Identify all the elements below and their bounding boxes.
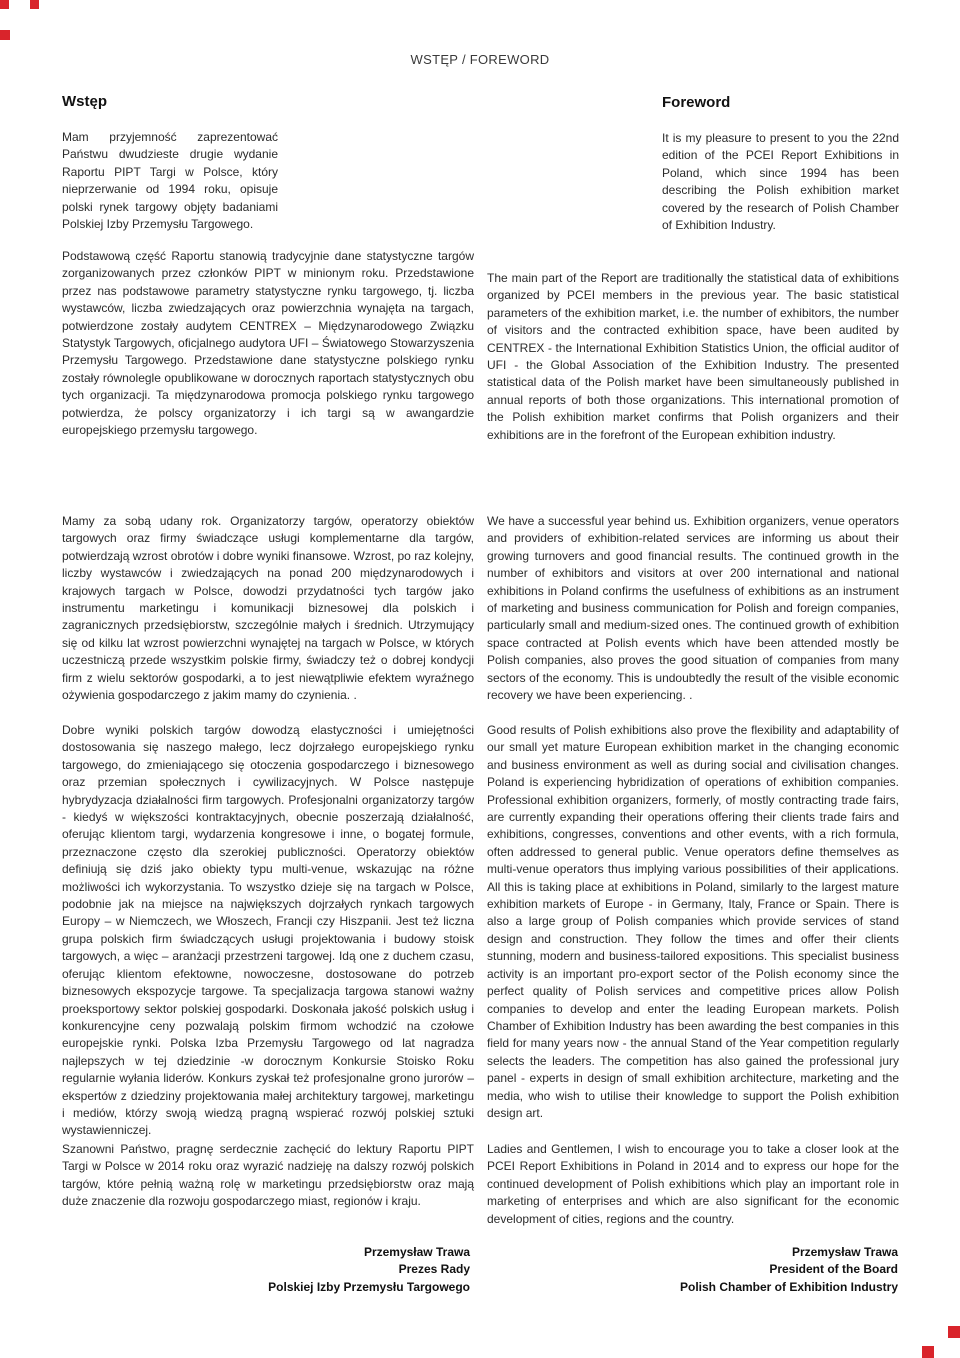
polish-successful-year-paragraph: Mamy za sobą udany rok. Organizatorzy targów, operatorzy obiektów targowych oraz firmy świadczące usługi komplementarne dla targów, potwierdzają wzrost obrotów i dobre wyniki finansowe. Wzrost, po raz kolejny, liczby wystawców i zwiedzających na ponad 200 międzynarodowych i krajowych targach w Polsce, dowodzi przydatności tych targów jako instrumentu marketingu i komunikacji biznesowej dla polskich i zagranicznych przedsiębiorstw, szczególnie małych i średnich. Utrzymujący się od kilku lat wzrost powierzchni wynajętej na targach w Polsce, w których uczestniczą przede wszystkim polskie firmy, świadczy też o dobrej kondycji firm z wielu sektorów gospodarki, a to jest niewątpliwie efektem wyraźnego ożywienia gospodarczego z jakim mamy do czynienia. . <box>62 514 474 703</box>
polish-signature-name: Przemysław Trawa <box>363 1245 470 1259</box>
english-heading: Foreword <box>662 94 731 111</box>
corner-decoration-square <box>922 1346 934 1358</box>
corner-decoration-square <box>0 30 10 40</box>
english-good-results-paragraph: Good results of Polish exhibitions also prove the flexibility and adaptability of our small yet mature European exhibition market in the changing economic and business environment as well as during social and civilisation changes. Poland is experiencing hybridization of operations of exhibition companies. Professional exhibition organizers, formerly, of mostly contracting trade fairs, are currently expanding their operations offering their clients trade fairs and exhibitions, congresses, conventions and other events, with a rich formula, often addressed to general public. Venue operators define themselves as multi-venue operators thus implying various possibilities of their applications. All this is taking place at exhibitions in Poland, similarly to the largest mature exhibition markets of Europe - in Germany, Italy, France or Spain. There is also a large group of Polish companies which provide services of stand design and construction. They follow the times and offer their clients stunning, modern and business-tailored expositions. This specialist business activity is an important pro-export sector of the Polish economy since the perfect quality of Polish services and competitive prices allow Polish companies to develop and enter the leading European markets. Polish Chamber of Exhibition Industry has been awarding the best companies in this field for many years now - the annual Stand of the Year competition regularly selects the leaders. The competition has also gained the professional jury panel - experts in design of small exhibition architecture, marketing and the media, who wish to utilise their knowledge to support the Polish exhibition design art. <box>487 723 899 1120</box>
english-signature-role: President of the Board <box>769 1262 898 1277</box>
english-signature-name: Przemysław Trawa <box>791 1245 898 1259</box>
polish-closing-paragraph: Szanowni Państwo, pragnę serdecznie zachęcić do lektury Raportu PIPT Targi w Polsce w 2014 roku oraz wyrazić nadzieję na dalszy rozwój polskich targów, które pełnią ważną rolę w marketingu przedsiębiorstw oraz mają duże znaczenie dla rozwoju gospodarczego miast, regionów i kraju. <box>62 1142 474 1209</box>
corner-decoration-square <box>30 0 39 9</box>
polish-signature-organization: Polskiej Izby Przemysłu Targowego <box>268 1279 470 1294</box>
english-statistics-paragraph: The main part of the Report are traditionally the statistical data of exhibitions organized by PCEI members in the previous year. The basic statistical parameters of the exhibition market, i.e. the number of exhibitors, the number of visitors and the contracted exhibition space, have been audited by CENTREX - the International Exhibition Statistics Union, the official auditor of UFI - the Global Association of the Exhibition Industry. The presented statistical data of the Polish market have been simultaneously published in annual reports of both those organizations. This international promotion of the Polish exhibition market confirms that Polish organizers and their exhibitions are in the forefront of the European exhibition industry. <box>487 271 899 442</box>
polish-statistics-paragraph: Podstawową część Raportu stanowią tradycyjnie dane statystyczne targów zorganizowanych przez członków PIPT w minionym roku. Przedstawione przez nas podstawowe parametry statystyczne rynku targowego, tj. liczba wystawców, liczba zwiedzających oraz powierzchnia wynajęta na targach, potwierdzone zostały audytem CENTREX – Międzynarodowego Związku Statystyk Targowych, oficjalnego audytora UFI – Światowego Stowarzyszenia Przemysłu Targowego. Przedstawione dane statystyczne polskiego rynku zostały równolegle opublikowane w dorocznych raportach statystycznych obu tych organizacji. Ta międzynarodowa promocja polskiego rynku targowego potwierdza, że polscy organizatorzy i ich targi są w awangardzie europejskiego przemysłu targowego. <box>62 249 474 438</box>
corner-decoration-square <box>948 1326 960 1338</box>
corner-decoration-square <box>0 0 9 9</box>
english-signature-organization: Polish Chamber of Exhibition Industry <box>679 1279 898 1294</box>
polish-signature <box>268 1244 470 1296</box>
polish-heading: Wstęp <box>62 93 107 110</box>
english-closing-paragraph: Ladies and Gentlemen, I wish to encourage you to take a closer look at the PCEI Report Exhibitions in Poland in 2014 and to express our hope for the continued development of Polish exhibitions which play an important role in marketing of enterprises and which are also significant for the economic development of cities, regions and the country. <box>487 1142 899 1226</box>
polish-signature-role: Prezes Rady <box>398 1262 470 1277</box>
polish-good-results-paragraph: Dobre wyniki polskich targów dowodzą elastyczności i umiejętności dostosowania się naszego małego, lecz dojrzałego europejskiego rynku targowego, do zmieniającego się otoczenia gospodarczego i biznesowego oraz przemian społecznych i cywilizacyjnych. W Polsce następuje hybrydyzacja działalności firm targowych. Profesjonalni organizatorzy targów - kiedyś w większości kontraktacyjnych, obecnie poszerzają działalność, oferując klientom targi, wydarzenia kongresowe i inne, o bogatej formule, przeznaczone często dla szerokiej publiczności. Operatorzy obiektów definiują się dziś jako obiekty typu multi-venue, wskazując na różne możliwości ich wykorzystania. To wszystko dzieje się na targach w Polsce, podobnie jak na miejsce na największych dojrzałych rynkach targowych Europy – w Niemczech, we Włoszech, Francji czy Hiszpanii. Jest też liczna grupa polskich firm świadczących usługi projektowania i budowy stoisk targowych, a więc – aranżacji przestrzeni targowej. Idą one z duchem czasu, oferując klientom efektowne, nowoczesne, dostosowane do potrzeb biznesowych ekspozycje targowe. Ta specjalizacja targowa stanowi ważny proeksportowy sektor polskiej gospodarki. Doskonała jakość polskich usług i konkurencyjne ceny pozwalają polskim firmom wchodzić na czołowe europejskie rynki. Polska Izba Przemysłu Targowego od lat nagradza najlepszych w tej dziedzinie -w dorocznym Konkursie Stoisko Roku regularnie wyłania liderów. Konkurs zyskał też profesjonalne grono jurorów – ekspertów z dziedziny projektowania małej architektury targowej, marketingu i mediów, którzy swoją wiedzą pragną wspierać rozwój polskiej sztuki wystawienniczej. <box>62 723 474 1138</box>
english-successful-year-paragraph: We have a successful year behind us. Exhibition organizers, venue operators and providers of exhibition-related services are informing us about their growing turnovers and good financial results. The continued growth in the number of exhibitors and visitors at over 200 international and national exhibitions in Poland confirms the usefulness of exhibitions as an instrument of marketing and business communication for Polish and foreign companies, particularly small and medium-sized ones. The continued growth of exhibition space contracted at Polish events which have been attended mostly be Polish companies, also proves the good situation of companies from many sectors of the economy. This is undoubtedly the result of the visible economic recovery we have been experiencing. . <box>487 514 899 703</box>
english-signature <box>680 1244 898 1296</box>
polish-intro-paragraph: Mam przyjemność zaprezentować Państwu dwudzieste drugie wydanie Raportu PIPT Targi w Polsce, który nieprzerwanie od 1994 roku, opisuje polski rynek targowy objęty badaniami Polskiej Izby Przemysłu Targowego. <box>62 130 278 232</box>
english-intro-paragraph: It is my pleasure to present to you the 22nd edition of the PCEI Report Exhibitions in Poland, which since 1994 has been describing the Polish exhibition market covered by the research of Polish Chamber of Exhibition Industry. <box>662 131 899 233</box>
page-title: WSTĘP / FOREWORD <box>410 52 550 67</box>
